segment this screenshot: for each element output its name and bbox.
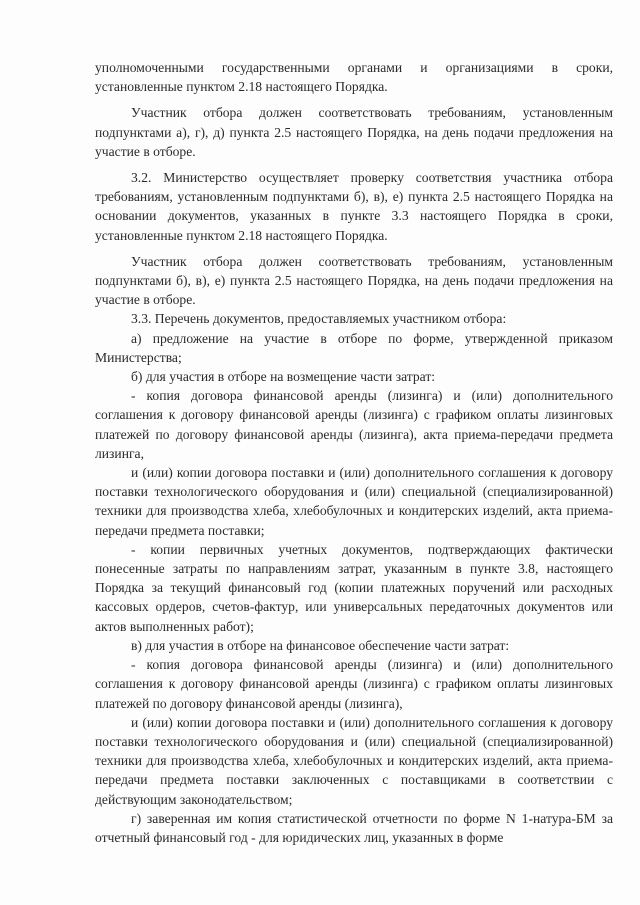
paragraph-supply-contract-copy-2: и (или) копии договора поставки и (или) дополнительного соглашения к договору поставки технологического оборудования и (или) специальной (специализированной) техники для производства хлеба, хлебобулочных и кондитерских изделий, акта приема-передачи предмета поставки заключенных с поставщиками в соответствии с действующим законодательством; — [95, 714, 613, 807]
paragraph-section-3-2: 3.2. Министерство осуществляет проверку соответствия участника отбора требованиям, установленным подпунктами б), в), е) пункта 2.5 настоящего Порядка на основании документов, указанных в пункте 3.3 настоящего Порядка в сроки, установленные пунктом 2.18 настоящего Порядка. — [95, 170, 613, 243]
paragraph-continuation: уполномоченными государственными органами и организациями в сроки, установленные пунктом 2.18 настоящего Порядка. — [95, 60, 613, 95]
document-body — [95, 58, 613, 847]
paragraph-supply-contract-copy: и (или) копии договора поставки и (или) дополнительного соглашения к договору поставки технологического оборудования и (или) специальной (специализированной) техники для производства хлеба, хлебобулочных и кондитерских изделий, акта приема-передачи предмета поставки; — [95, 465, 613, 538]
paragraph-section-3-3: 3.3. Перечень документов, предоставляемых участником отбора: — [131, 311, 507, 327]
paragraph-participant-requirements-1: Участник отбора должен соответствовать требованиям, установленным подпунктами а), г), д) пункта 2.5 настоящего Порядка, на день подачи предложения на участие в отборе. — [95, 105, 613, 159]
paragraph-leasing-contract-copy: - копия договора финансовой аренды (лизинга) и (или) дополнительного соглашения к договору финансовой аренды (лизинга) с графиком оплаты лизинговых платежей по договору финансовой аренды (лизинга), акта приема-передачи предмета лизинга, — [95, 388, 613, 461]
paragraph-item-b: б) для участия в отборе на возмещение части затрат: — [131, 369, 436, 385]
paragraph-item-a: а) предложение на участие в отборе по форме, утвержденной приказом Министерства; — [95, 330, 613, 365]
paragraph-primary-documents: - копии первичных учетных документов, подтверждающих фактически понесенные затраты по направлениям затрат, указанным в пункте 3.8, настоящего Порядка за текущий финансовый год (копии платежных поручений или расходных кассовых ордеров, счетов-фактур, или универсальных передаточных документов или актов выполненных работ); — [95, 541, 613, 634]
paragraph-item-v: в) для участия в отборе на финансовое обеспечение части затрат: — [131, 637, 510, 653]
paragraph-participant-requirements-2: Участник отбора должен соответствовать требованиям, установленным подпунктами б), в), е) пункта 2.5 настоящего Порядка, на день подачи предложения на участие в отборе. — [95, 253, 613, 308]
paragraph-leasing-contract-copy-2: - копия договора финансовой аренды (лизинга) и (или) дополнительного соглашения к договору финансовой аренды (лизинга) с графиком оплаты лизинговых платежей по договору финансовой аренды (лизинга), — [95, 657, 613, 711]
paragraph-item-g: г) заверенная им копия статистической отчетности по форме N 1-натура-БМ за отчетный финансовый год - для юридических лиц, указанных в форме — [95, 810, 613, 845]
